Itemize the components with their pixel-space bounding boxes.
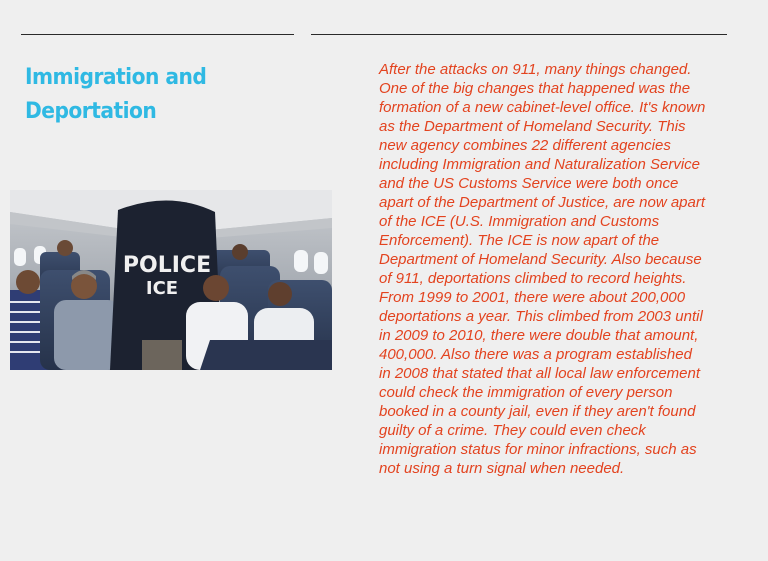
body-line: formation of a new cabinet-level office. It's known bbox=[379, 99, 706, 116]
vest-text-ice: ICE bbox=[145, 278, 179, 299]
body-line: and the US Customs Service were both once bbox=[379, 175, 679, 192]
body-line: guilty of a crime. They could even check bbox=[379, 422, 646, 439]
body-line: apart of the Department of Justice, are now apart bbox=[379, 194, 706, 211]
body-line: 400,000. Also there was a program established bbox=[379, 346, 692, 363]
body-line: Department of Homeland Security. Also because bbox=[379, 251, 702, 268]
body-line: immigration status for minor infractions, such as bbox=[379, 441, 697, 458]
body-line: in 2008 that stated that all local law enforcement bbox=[379, 365, 701, 382]
slide-title bbox=[25, 60, 268, 128]
body-line: Enforcement). The ICE is now apart of the bbox=[379, 232, 660, 249]
body-line: could check the immigration of every person bbox=[379, 384, 673, 401]
header-rule-right bbox=[311, 34, 727, 35]
slide-title-line-2: Deportation bbox=[25, 98, 157, 124]
deportation-flight-photo bbox=[10, 190, 332, 370]
body-line: not using a turn signal when needed. bbox=[379, 460, 625, 477]
body-line: booked in a county jail, even if they aren't found bbox=[379, 403, 696, 420]
header-rule-left bbox=[21, 34, 294, 35]
body-line: deportations a year. This climbed from 2003 until bbox=[379, 308, 703, 325]
slide-title-line-1: Immigration and bbox=[25, 64, 207, 90]
body-line: new agency combines 22 different agencies bbox=[379, 137, 671, 154]
body-line: of 911, deportations climbed to record heights. bbox=[379, 270, 687, 287]
body-line: as the Department of Homeland Security. This bbox=[379, 118, 686, 135]
body-line: From 1999 to 2001, there were about 200,000 bbox=[379, 289, 686, 306]
body-line: including Immigration and Naturalization Service bbox=[379, 156, 700, 173]
body-line: After the attacks on 911, many things changed. bbox=[379, 61, 692, 78]
vest-text-police: POLICE bbox=[122, 253, 212, 278]
body-line: in 2009 to 2010, there were double that amount, bbox=[379, 327, 699, 344]
body-line: of the ICE (U.S. Immigration and Customs bbox=[379, 213, 660, 230]
slide-body-text bbox=[379, 60, 741, 478]
body-line: One of the big changes that happened was the bbox=[379, 80, 691, 97]
